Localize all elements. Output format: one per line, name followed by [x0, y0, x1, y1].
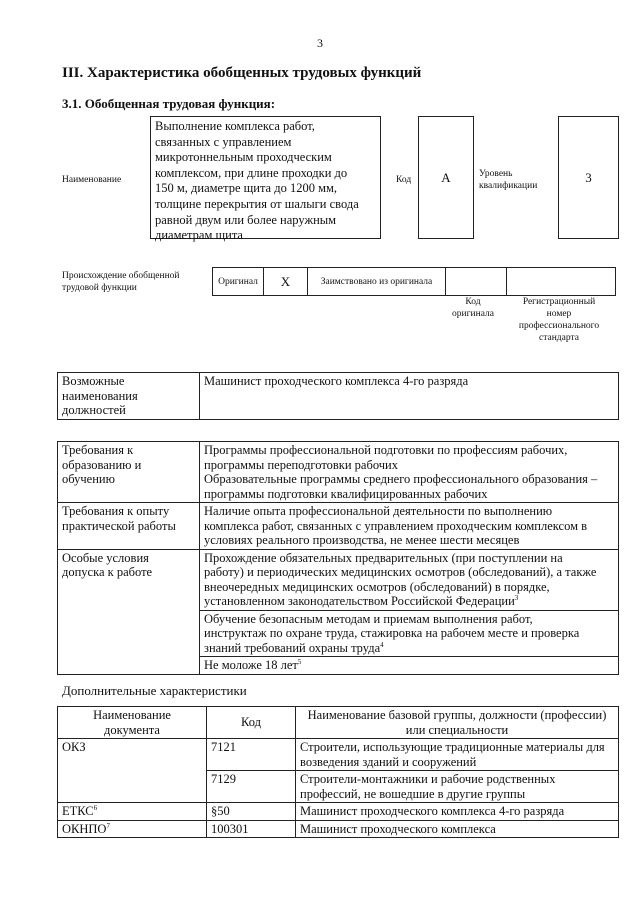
level-label	[479, 168, 537, 192]
header-document	[58, 707, 207, 739]
header-document-line: Наименование	[93, 708, 171, 722]
education-text-line: Программы профессиональной подготовки по профессиям рабочих,	[204, 443, 568, 457]
okz-code: 7121	[207, 739, 296, 771]
special-conditions-label	[58, 549, 200, 674]
education-label-line: Требования к	[62, 443, 134, 457]
okz-name-line: Строители-монтажники и рабочие родственных	[300, 772, 556, 786]
positions-label	[58, 373, 200, 420]
education-label	[58, 442, 200, 503]
okz-row	[58, 739, 619, 771]
subsection-title: 3.1. Обобщенная трудовая функция:	[62, 96, 276, 111]
oknpo-label	[58, 820, 207, 838]
header-name-line: Наименование базовой группы, должности (профессии)	[307, 708, 607, 722]
education-label-line: обучению	[62, 472, 115, 486]
positions-table	[57, 372, 619, 420]
code-label: Код	[396, 175, 412, 185]
experience-row	[58, 503, 619, 550]
footnote-ref: 3	[514, 593, 519, 602]
origin-label-line: Происхождение обобщенной	[62, 271, 180, 281]
oknpo-code: 100301	[207, 820, 296, 838]
original-mark-cell	[263, 268, 307, 295]
code-caption-line: оригинала	[452, 309, 494, 319]
special-label-line: Особые условия	[62, 550, 149, 565]
okz-name-line: профессий, не вошедшие в другие группы	[300, 786, 526, 801]
special-1-line	[204, 594, 614, 609]
origin-label-line: трудовой функции	[62, 283, 137, 293]
experience-label	[58, 503, 200, 550]
function-name-line: Выполнение комплекса работ,	[155, 119, 315, 133]
positions-label-line: наименования	[62, 388, 138, 403]
okz-label: ОКЗ	[58, 739, 207, 803]
code-caption-line: Код	[465, 297, 481, 307]
registration-number-cell	[506, 268, 615, 295]
header-code: Код	[207, 707, 296, 739]
oknpo-name: Машинист проходческого комплекса	[296, 820, 619, 838]
okz-name	[296, 771, 619, 803]
footnote-ref: 6	[93, 803, 98, 812]
original-code-cell	[445, 268, 506, 295]
function-name-label: Наименование	[62, 175, 122, 185]
function-name-line: толщине перекрытия от шалыги свода	[155, 196, 359, 211]
header-document-line: документа	[104, 722, 160, 737]
function-name-line: микротоннельным проходческим	[155, 150, 332, 165]
code-value-box	[418, 116, 474, 239]
special-1-line: работу) и периодических медицинских осмотров (обследований), а также	[204, 565, 597, 579]
original-cell	[213, 268, 263, 295]
function-name-line: равной двум или более наружным	[155, 212, 337, 227]
special-condition-medical	[200, 549, 619, 610]
special-3-text: Не моложе 18 лет	[204, 658, 298, 672]
header-name	[296, 707, 619, 739]
registration-caption-line: профессионального	[518, 321, 600, 331]
special-condition-training	[200, 610, 619, 657]
experience-text-line: комплекса работ, связанных с управлением проходческим комплексом в	[204, 518, 588, 533]
function-name-line: связанных с управлением	[155, 134, 292, 149]
experience-label-line: Требования к опыту	[62, 504, 170, 518]
okz-name-line: Строители, использующие традиционные материалы для	[300, 740, 605, 754]
positions-row	[58, 373, 619, 420]
special-2-line: Обучение безопасным методам и приемам выполнения работ,	[204, 611, 533, 626]
function-name-line: комплексом, при длине проходки до	[155, 165, 348, 180]
etks-code: §50	[207, 803, 296, 821]
additional-title: Дополнительные характеристики	[62, 683, 247, 698]
special-2-line	[204, 641, 614, 656]
origin-label	[62, 270, 180, 294]
positions-value: Машинист проходческого комплекса 4-го разряда	[200, 373, 619, 420]
education-text-line: Образовательные программы среднего профессионального образования –	[204, 472, 598, 486]
header-name-line: или специальности	[405, 722, 509, 737]
education-label-line: образованию и	[62, 457, 142, 472]
experience-text-line: Наличие опыта профессиональной деятельности по выполнению	[204, 504, 553, 518]
etks-label	[58, 803, 207, 821]
function-name-box	[150, 116, 381, 243]
special-1-text: установленном законодательством Российской Федерации	[204, 594, 515, 608]
etks-name: Машинист проходческого комплекса 4-го разряда	[296, 803, 619, 821]
education-row	[58, 442, 619, 503]
original-mark: X	[280, 273, 291, 289]
positions-label-line: должностей	[62, 403, 126, 417]
footnote-ref: 5	[297, 657, 302, 666]
registration-caption	[505, 296, 613, 344]
special-condition-age	[200, 657, 619, 675]
etks-row	[58, 803, 619, 821]
special-2-text: знаний требований охраны труда	[204, 640, 381, 655]
additional-table	[57, 706, 619, 838]
education-text-line: программы подготовки квалифицированных рабочих	[204, 486, 488, 501]
level-label-line: Уровень	[479, 169, 513, 179]
level-value-box	[558, 116, 619, 239]
borrowed-label: Заимствовано из оригинала	[320, 276, 433, 287]
footnote-ref: 7	[106, 821, 110, 830]
section-title: III. Характеристика обобщенных трудовых функций	[62, 65, 422, 81]
okz-code: 7129	[207, 771, 296, 803]
education-text	[200, 442, 619, 503]
experience-text	[200, 503, 619, 550]
special-conditions-row	[58, 549, 619, 610]
code-value: A	[441, 169, 451, 185]
additional-header-row	[58, 707, 619, 739]
registration-caption-line: Регистрационный	[522, 297, 596, 307]
registration-caption-line: стандарта	[539, 333, 579, 343]
registration-caption-line: номер	[546, 309, 572, 319]
level-label-line: квалификации	[479, 181, 538, 191]
page-number: 3	[317, 36, 323, 50]
original-label: Оригинал	[218, 276, 258, 287]
level-value: 3	[585, 169, 592, 185]
special-label-line: допуска к работе	[62, 565, 153, 579]
positions-label-line: Возможные	[62, 374, 125, 388]
okz-name	[296, 739, 619, 771]
special-1-line: внеочередных медицинских осмотров (обследований) в порядке,	[204, 579, 550, 594]
education-text-line: программы переподготовки рабочих	[204, 457, 398, 472]
experience-label-line: практической работы	[62, 518, 176, 533]
oknpo-row	[58, 820, 619, 838]
origin-table	[212, 267, 616, 296]
etks-label-text: ЕТКС	[62, 804, 94, 818]
experience-text-line: условиях реального производства, не менее шести месяцев	[204, 533, 520, 547]
oknpo-label-text: ОКНПО	[62, 821, 107, 836]
footnote-ref: 4	[380, 640, 384, 649]
requirements-table	[57, 441, 619, 675]
borrowed-cell	[307, 268, 445, 295]
special-2-line: инструктаж по охране труда, стажировка на рабочем месте и проверка	[204, 626, 580, 640]
function-name-line: диаметрам щита	[155, 228, 243, 243]
special-1-line: Прохождение обязательных предварительных (при поступлении на	[204, 550, 563, 565]
okz-name-line: возведения зданий и сооружений	[300, 754, 477, 769]
function-name-line: 150 м, диаметре щита до 1200 мм,	[155, 181, 338, 196]
code-caption	[444, 296, 502, 320]
